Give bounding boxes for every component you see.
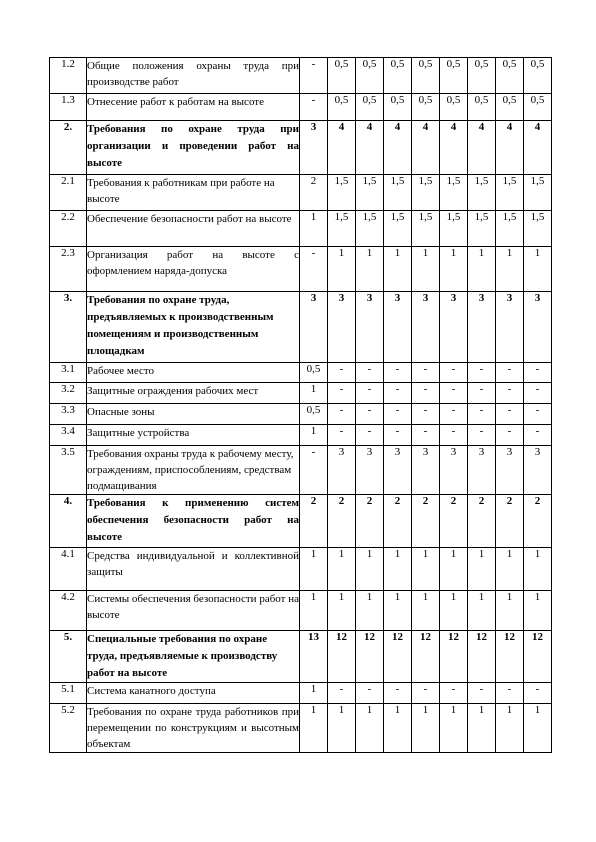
- hours-cell: 12: [468, 631, 496, 683]
- section-number-cell: 1.2: [50, 58, 87, 94]
- hours-cell: 1,5: [384, 175, 412, 211]
- topic-title-cell: Требования по охране труда при организации и проведении работ на высоте: [87, 121, 300, 175]
- hours-cell: -: [384, 683, 412, 704]
- topic-title-cell: Опасные зоны: [87, 404, 300, 425]
- hours-cell: 12: [384, 631, 412, 683]
- hours-cell: 12: [440, 631, 468, 683]
- topic-title-cell: Требования по охране труда, предъявляемых к производственным помещениям и производственным площадкам: [87, 292, 300, 363]
- hours-cell: 3: [356, 446, 384, 495]
- hours-cell: 1: [384, 548, 412, 591]
- hours-cell: -: [440, 683, 468, 704]
- hours-cell: 1: [412, 548, 440, 591]
- hours-cell: 0,5: [496, 94, 524, 121]
- hours-cell: -: [300, 446, 328, 495]
- hours-cell: 0,5: [300, 363, 328, 383]
- hours-cell: 0,5: [524, 94, 552, 121]
- hours-cell: 1: [440, 591, 468, 631]
- section-number-cell: 3.1: [50, 363, 87, 383]
- hours-cell: 4: [468, 121, 496, 175]
- hours-cell: 4: [356, 121, 384, 175]
- hours-cell: 0,5: [524, 58, 552, 94]
- hours-cell: -: [384, 383, 412, 404]
- hours-cell: -: [384, 425, 412, 446]
- section-number-cell: 2.: [50, 121, 87, 175]
- hours-cell: 0,5: [412, 58, 440, 94]
- hours-cell: -: [356, 383, 384, 404]
- hours-cell: -: [328, 404, 356, 425]
- section-number-cell: 4.: [50, 495, 87, 548]
- hours-cell: 1: [412, 247, 440, 292]
- hours-cell: 1,5: [328, 175, 356, 211]
- hours-cell: 0,5: [468, 58, 496, 94]
- hours-cell: -: [524, 404, 552, 425]
- hours-cell: 4: [412, 121, 440, 175]
- hours-cell: 3: [468, 446, 496, 495]
- topic-title-cell: Организация работ на высоте с оформлением наряда-допуска: [87, 247, 300, 292]
- hours-cell: 1: [440, 548, 468, 591]
- hours-cell: 0,5: [412, 94, 440, 121]
- hours-cell: 0,5: [468, 94, 496, 121]
- hours-cell: -: [412, 425, 440, 446]
- hours-cell: 1: [468, 591, 496, 631]
- hours-cell: 0,5: [328, 58, 356, 94]
- topic-title-cell: Защитные ограждения рабочих мест: [87, 383, 300, 404]
- hours-cell: 3: [300, 292, 328, 363]
- hours-cell: 0,5: [356, 58, 384, 94]
- hours-cell: 12: [496, 631, 524, 683]
- hours-cell: -: [496, 683, 524, 704]
- hours-cell: 3: [496, 292, 524, 363]
- section-number-cell: 1.3: [50, 94, 87, 121]
- section-number-cell: 3.5: [50, 446, 87, 495]
- hours-cell: -: [524, 383, 552, 404]
- section-number-cell: 4.2: [50, 591, 87, 631]
- hours-cell: 3: [496, 446, 524, 495]
- hours-cell: 3: [468, 292, 496, 363]
- hours-cell: -: [328, 363, 356, 383]
- hours-cell: 3: [524, 446, 552, 495]
- hours-cell: 1: [300, 591, 328, 631]
- hours-cell: 1,5: [496, 211, 524, 247]
- hours-cell: 0,5: [496, 58, 524, 94]
- section-number-cell: 3.: [50, 292, 87, 363]
- hours-cell: 3: [384, 292, 412, 363]
- topic-title-cell: Системы обеспечения безопасности работ на высоте: [87, 591, 300, 631]
- hours-cell: 1: [468, 704, 496, 753]
- hours-cell: 12: [412, 631, 440, 683]
- hours-cell: 1: [300, 683, 328, 704]
- hours-cell: 4: [524, 121, 552, 175]
- table-row: [50, 292, 552, 363]
- hours-cell: -: [468, 363, 496, 383]
- table-row: [50, 704, 552, 753]
- hours-cell: 1: [496, 704, 524, 753]
- hours-cell: 3: [440, 446, 468, 495]
- hours-cell: -: [524, 425, 552, 446]
- hours-cell: 1,5: [440, 211, 468, 247]
- hours-cell: -: [496, 404, 524, 425]
- hours-cell: -: [468, 383, 496, 404]
- hours-cell: -: [468, 404, 496, 425]
- hours-cell: 2: [300, 175, 328, 211]
- section-number-cell: 3.2: [50, 383, 87, 404]
- hours-cell: 1: [384, 591, 412, 631]
- hours-cell: 0,5: [384, 58, 412, 94]
- hours-cell: -: [440, 425, 468, 446]
- hours-cell: 3: [328, 446, 356, 495]
- hours-cell: -: [440, 383, 468, 404]
- hours-cell: 0,5: [356, 94, 384, 121]
- hours-cell: 1: [524, 704, 552, 753]
- hours-cell: 1: [524, 548, 552, 591]
- hours-cell: 4: [440, 121, 468, 175]
- topic-title-cell: Требования охраны труда к рабочему месту, ограждениям, приспособлениям, средствам подмащивания: [87, 446, 300, 495]
- hours-cell: 1: [412, 704, 440, 753]
- hours-cell: -: [412, 383, 440, 404]
- hours-cell: 0,5: [440, 58, 468, 94]
- table-row: [50, 404, 552, 425]
- hours-cell: 2: [384, 495, 412, 548]
- topic-title-cell: Требования к применению систем обеспечения безопасности работ на высоте: [87, 495, 300, 548]
- hours-cell: 1,5: [412, 211, 440, 247]
- section-number-cell: 2.3: [50, 247, 87, 292]
- hours-cell: -: [328, 383, 356, 404]
- table-row: [50, 446, 552, 495]
- table-row: [50, 94, 552, 121]
- hours-cell: -: [440, 363, 468, 383]
- section-number-cell: 3.3: [50, 404, 87, 425]
- hours-cell: 1,5: [356, 175, 384, 211]
- table-row: [50, 211, 552, 247]
- topic-title-cell: Защитные устройства: [87, 425, 300, 446]
- curriculum-table: [49, 57, 552, 753]
- hours-cell: -: [356, 363, 384, 383]
- topic-title-cell: Требования к работникам при работе на высоте: [87, 175, 300, 211]
- hours-cell: -: [300, 58, 328, 94]
- hours-cell: 0,5: [440, 94, 468, 121]
- table-row: [50, 495, 552, 548]
- hours-cell: 1,5: [496, 175, 524, 211]
- table-row: [50, 591, 552, 631]
- topic-title-cell: Специальные требования по охране труда, предъявляемые к производству работ на высоте: [87, 631, 300, 683]
- table-row: [50, 175, 552, 211]
- hours-cell: -: [384, 363, 412, 383]
- hours-cell: -: [328, 425, 356, 446]
- hours-cell: 4: [496, 121, 524, 175]
- hours-cell: 3: [384, 446, 412, 495]
- hours-cell: -: [468, 683, 496, 704]
- hours-cell: 1,5: [412, 175, 440, 211]
- hours-cell: -: [356, 683, 384, 704]
- hours-cell: 0,5: [384, 94, 412, 121]
- hours-cell: -: [496, 383, 524, 404]
- hours-cell: 1: [356, 591, 384, 631]
- table-row: [50, 548, 552, 591]
- hours-cell: 1,5: [468, 211, 496, 247]
- hours-cell: -: [468, 425, 496, 446]
- hours-cell: 0,5: [300, 404, 328, 425]
- hours-cell: 12: [524, 631, 552, 683]
- hours-cell: 1: [328, 548, 356, 591]
- hours-cell: 2: [412, 495, 440, 548]
- hours-cell: -: [356, 404, 384, 425]
- hours-cell: 1: [300, 704, 328, 753]
- hours-cell: 1: [524, 247, 552, 292]
- hours-cell: 1: [328, 704, 356, 753]
- hours-cell: 1: [384, 247, 412, 292]
- topic-title-cell: Средства индивидуальной и коллективной защиты: [87, 548, 300, 591]
- hours-cell: 1: [412, 591, 440, 631]
- hours-cell: 1: [328, 247, 356, 292]
- hours-cell: -: [356, 425, 384, 446]
- section-number-cell: 4.1: [50, 548, 87, 591]
- hours-cell: -: [440, 404, 468, 425]
- hours-cell: -: [412, 363, 440, 383]
- hours-cell: -: [524, 363, 552, 383]
- section-number-cell: 5.1: [50, 683, 87, 704]
- table-row: [50, 631, 552, 683]
- hours-cell: 1: [440, 247, 468, 292]
- table-row: [50, 121, 552, 175]
- hours-cell: 3: [524, 292, 552, 363]
- hours-cell: 2: [468, 495, 496, 548]
- hours-cell: 3: [328, 292, 356, 363]
- hours-cell: 4: [384, 121, 412, 175]
- hours-cell: 2: [524, 495, 552, 548]
- hours-cell: -: [328, 683, 356, 704]
- topic-title-cell: Рабочее место: [87, 363, 300, 383]
- topic-title-cell: Обеспечение безопасности работ на высоте: [87, 211, 300, 247]
- topic-title-cell: Система канатного доступа: [87, 683, 300, 704]
- table-row: [50, 383, 552, 404]
- hours-cell: 1,5: [524, 211, 552, 247]
- hours-cell: 1: [440, 704, 468, 753]
- hours-cell: 1: [468, 247, 496, 292]
- hours-cell: 1,5: [524, 175, 552, 211]
- hours-cell: 1: [356, 704, 384, 753]
- hours-cell: -: [412, 683, 440, 704]
- hours-cell: -: [300, 247, 328, 292]
- topic-title-cell: Отнесение работ к работам на высоте: [87, 94, 300, 121]
- hours-cell: 1,5: [440, 175, 468, 211]
- table-row: [50, 247, 552, 292]
- section-number-cell: 2.2: [50, 211, 87, 247]
- hours-cell: 1: [328, 591, 356, 631]
- hours-cell: 3: [440, 292, 468, 363]
- table-row: [50, 683, 552, 704]
- hours-cell: 3: [412, 292, 440, 363]
- hours-cell: 1: [496, 548, 524, 591]
- topic-title-cell: Общие положения охраны труда при производстве работ: [87, 58, 300, 94]
- hours-cell: 1,5: [328, 211, 356, 247]
- hours-cell: 2: [496, 495, 524, 548]
- hours-cell: 0,5: [328, 94, 356, 121]
- hours-cell: 1: [356, 548, 384, 591]
- hours-cell: 3: [356, 292, 384, 363]
- hours-cell: 1,5: [468, 175, 496, 211]
- hours-cell: -: [496, 425, 524, 446]
- hours-cell: 2: [300, 495, 328, 548]
- hours-cell: 1: [300, 425, 328, 446]
- topic-title-cell: Требования по охране труда работников при перемещении по конструкциям и высотным объектам: [87, 704, 300, 753]
- section-number-cell: 5.: [50, 631, 87, 683]
- hours-cell: 2: [440, 495, 468, 548]
- section-number-cell: 2.1: [50, 175, 87, 211]
- hours-cell: 1: [356, 247, 384, 292]
- section-number-cell: 3.4: [50, 425, 87, 446]
- table-row: [50, 58, 552, 94]
- hours-cell: 4: [328, 121, 356, 175]
- hours-cell: 3: [300, 121, 328, 175]
- hours-cell: -: [524, 683, 552, 704]
- hours-cell: 3: [412, 446, 440, 495]
- hours-cell: 12: [356, 631, 384, 683]
- hours-cell: 1,5: [384, 211, 412, 247]
- hours-cell: 1,5: [356, 211, 384, 247]
- hours-cell: 12: [328, 631, 356, 683]
- hours-cell: 2: [328, 495, 356, 548]
- hours-cell: 1: [468, 548, 496, 591]
- table-row: [50, 425, 552, 446]
- hours-cell: 1: [524, 591, 552, 631]
- hours-cell: 1: [496, 591, 524, 631]
- section-number-cell: 5.2: [50, 704, 87, 753]
- hours-cell: 1: [300, 211, 328, 247]
- hours-cell: 1: [300, 548, 328, 591]
- hours-cell: 1: [384, 704, 412, 753]
- hours-cell: 1: [300, 383, 328, 404]
- hours-cell: 1: [496, 247, 524, 292]
- hours-cell: -: [496, 363, 524, 383]
- hours-cell: 2: [356, 495, 384, 548]
- table-row: [50, 363, 552, 383]
- hours-cell: 13: [300, 631, 328, 683]
- hours-cell: -: [300, 94, 328, 121]
- hours-cell: -: [384, 404, 412, 425]
- hours-cell: -: [412, 404, 440, 425]
